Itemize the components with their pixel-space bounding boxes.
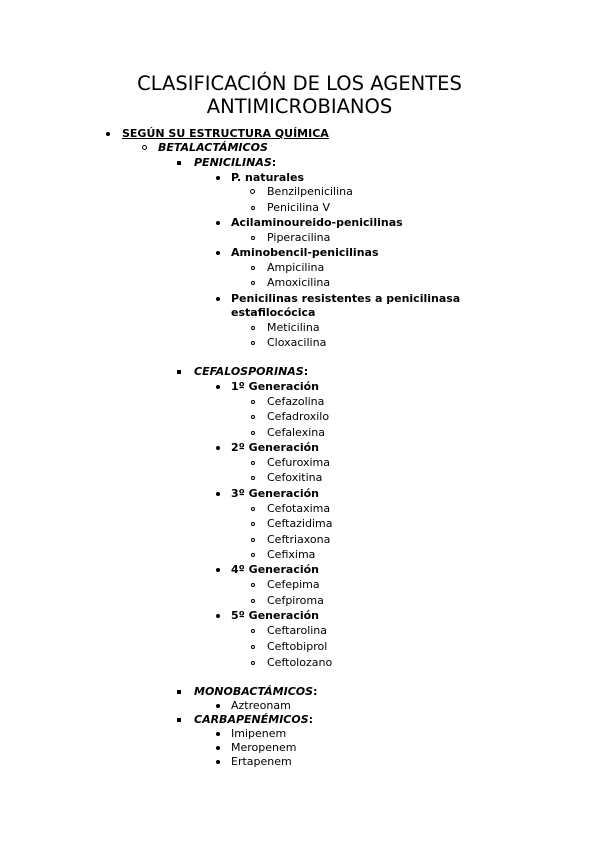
list-item: Cefoxitina — [267, 471, 323, 484]
level1-bullet — [106, 132, 110, 136]
group-label: Aminobencil-penicilinas — [231, 246, 379, 259]
cefalosporinas-bullet — [177, 370, 181, 374]
item-bullet — [251, 431, 255, 435]
title-line-2: ANTIMICROBIANOS — [206, 95, 393, 118]
group-label: Penicilinas resistentes a penicilinasa — [231, 292, 461, 305]
list-item: Cefepima — [267, 578, 320, 591]
list-item: Ceftazidima — [267, 517, 333, 530]
list-item: Cefazolina — [267, 395, 325, 408]
monobactamicos-heading: MONOBACTÁMICOS: — [194, 685, 318, 698]
item-bullet — [251, 400, 255, 404]
group-label: 5º Generación — [231, 609, 319, 622]
list-item: Cloxacilina — [267, 336, 327, 349]
item-bullet — [251, 522, 255, 526]
list-item: Cefotaxima — [267, 502, 331, 515]
list-item: Cefuroxima — [267, 456, 330, 469]
level2-bullet — [142, 145, 147, 150]
list-item: Ceftolozano — [267, 656, 333, 669]
group-label: 4º Generación — [231, 563, 319, 576]
item-bullet — [251, 341, 255, 345]
group-bullet — [216, 297, 220, 301]
list-item: Ceftobiprol — [267, 640, 328, 653]
group-bullet — [216, 614, 220, 618]
list-item: Meticilina — [267, 321, 320, 334]
list-item: Meropenem — [231, 741, 297, 754]
list-item: Piperacilina — [267, 231, 331, 244]
list-item: Ertapenem — [231, 755, 292, 768]
title-line-1: CLASIFICACIÓN DE LOS AGENTES — [137, 72, 462, 95]
item-bullet — [251, 461, 255, 465]
item-bullet — [216, 704, 220, 708]
item-bullet — [216, 760, 220, 764]
carbapenemicos-bullet — [177, 718, 181, 722]
list-item: Ceftriaxona — [267, 533, 331, 546]
cefalosporinas-heading: CEFALOSPORINAS: — [194, 365, 309, 378]
penicilinas-bullet — [177, 161, 181, 165]
item-bullet — [251, 415, 255, 419]
item-bullet — [251, 507, 255, 511]
item-bullet — [251, 629, 255, 633]
monobactamicos-bullet — [177, 690, 181, 694]
item-bullet — [251, 236, 255, 240]
item-bullet — [216, 746, 220, 750]
group-label: estafilocócica — [231, 306, 316, 319]
group-bullet — [216, 251, 220, 255]
group-label: Acilaminoureido-penicilinas — [231, 216, 403, 229]
list-item: Penicilina V — [267, 201, 330, 214]
group-bullet — [216, 221, 220, 225]
penicilinas-heading: PENICILINAS: — [194, 156, 277, 169]
group-bullet — [216, 446, 220, 450]
group-bullet — [216, 568, 220, 572]
group-bullet — [216, 176, 220, 180]
item-bullet — [251, 599, 255, 603]
carbapenemicos-heading: CARBAPENÉMICOS: — [194, 713, 314, 726]
item-bullet — [251, 281, 255, 285]
list-item: Imipenem — [231, 727, 287, 740]
list-item: Cefalexina — [267, 426, 325, 439]
item-bullet — [251, 583, 255, 587]
item-bullet — [251, 661, 255, 665]
level1-heading: SEGÚN SU ESTRUCTURA QUÍMICA — [122, 127, 329, 140]
list-item: Cefixima — [267, 548, 316, 561]
item-bullet — [251, 476, 255, 480]
group-bullet — [216, 492, 220, 496]
list-item: Ampicilina — [267, 261, 325, 274]
list-item: Cefpiroma — [267, 594, 324, 607]
list-item: Aztreonam — [231, 699, 291, 712]
item-bullet — [216, 732, 220, 736]
group-label: 3º Generación — [231, 487, 319, 500]
item-bullet — [251, 266, 255, 270]
list-item: Ceftarolina — [267, 624, 328, 637]
group-label: 2º Generación — [231, 441, 319, 454]
item-bullet — [251, 645, 255, 649]
item-bullet — [251, 553, 255, 557]
item-bullet — [251, 538, 255, 542]
list-item: Amoxicilina — [267, 276, 331, 289]
item-bullet — [251, 206, 255, 210]
group-label: P. naturales — [231, 171, 305, 184]
list-item: Benzilpenicilina — [267, 185, 353, 198]
item-bullet — [250, 189, 255, 194]
list-item: Cefadroxilo — [267, 410, 330, 423]
group-bullet — [216, 385, 220, 389]
item-bullet — [251, 326, 255, 330]
level2-heading: BETALACTÁMICOS — [158, 141, 268, 154]
group-label: 1º Generación — [231, 380, 319, 393]
